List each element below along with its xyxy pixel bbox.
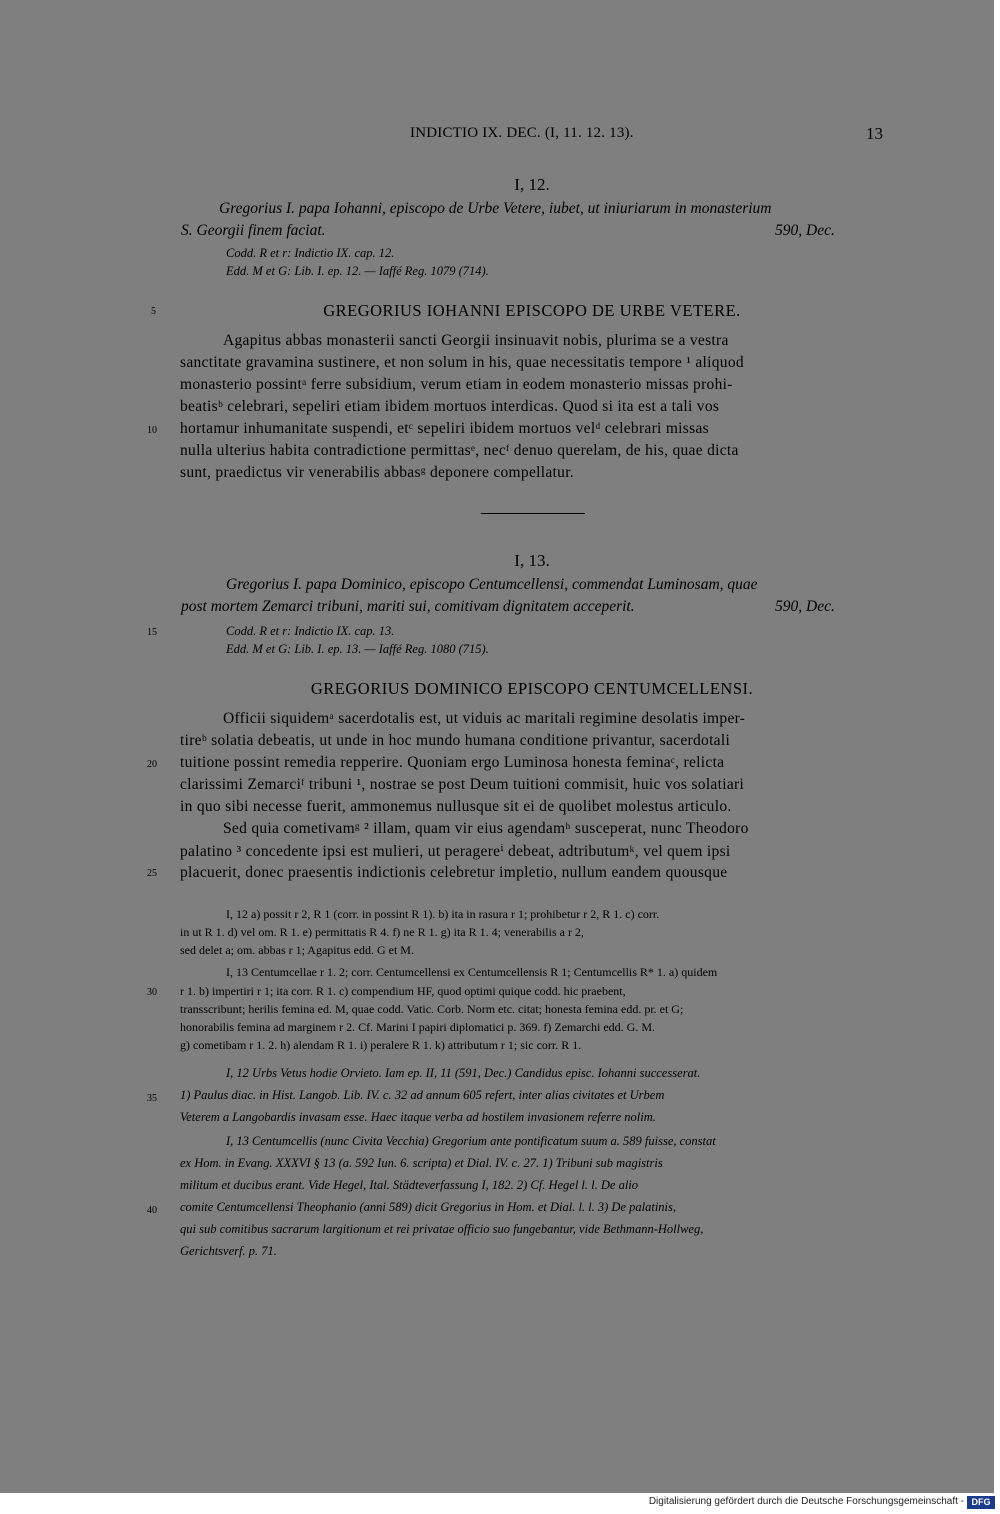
text-line: sunt, praedictus vir venerabilis abbasᵍ deponere compellatur. (180, 464, 574, 481)
line-number: 25 (147, 868, 157, 879)
line-number: 15 (147, 627, 157, 638)
note-line: comite Centumcellensi Theophanio (anni 589) dicit Gregorius in Hom. et Dial. l. l. 3) De palatinis, (180, 1200, 677, 1214)
text-line: beatisᵇ celebrari, sepeliri etiam ibidem mortuos interdicas. Quod si ita est a tali vos (180, 398, 720, 415)
text-line: sanctitate gravamina sustinere, et non solum in his, quae necessitatis tempore ¹ aliquod (180, 354, 744, 371)
section-divider (481, 513, 585, 514)
text-line: tireᵇ solatia debeatis, ut unde in hoc mundo humana conditione privantur, sacerdotali (180, 732, 731, 749)
footer-bar (0, 1493, 1000, 1514)
apparatus-line: sed delet a; om. abbas r 1; Agapitus edd. G et M. (180, 943, 414, 957)
letter-title: GREGORIUS DOMINICO EPISCOPO CENTUMCELLENSI. (310, 679, 754, 698)
funding-notice: Digitalisierung gefördert durch die Deutsche Forschungsgemeinschaft - (648, 1496, 964, 1507)
text-line: in quo sibi necesse fuerit, ammonemus nullusque sit ei de quolibet molestus articulo. (180, 798, 732, 815)
letter-date: 590, Dec. (775, 598, 835, 615)
apparatus-line: honorabilis femina ad marginem r 2. Cf. Marini I papiri diplomatici p. 369. f) Zemarchi edd. G. M. (180, 1020, 655, 1034)
letter-date: 590, Dec. (775, 222, 835, 239)
note-line: Gerichtsverf. p. 71. (180, 1244, 277, 1258)
text-line: clarissimi Zemarciᶠ tribuni ¹, nostrae se post Deum tuitioni commisit, huic vos solatiari (180, 776, 745, 793)
apparatus-line: I, 13 Centumcellae r 1. 2; corr. Centumcellensi ex Centumcellensis R 1; Centumcellis R* 1. a) quidem (226, 965, 718, 979)
text-line: Sed quia cometivamᵍ ² illam, quam vir eius agendamʰ susceperat, nunc Theodoro (223, 820, 749, 837)
note-line: qui sub comitibus sacrarum largitionum et rei privatae officio suo fungebantur, vide Bethmann-Hollweg, (180, 1222, 704, 1236)
apparatus-line: transscribunt; herilis femina ed. M, quae codd. Vatic. Corb. Norm etc. citat; honesta femina edd. pr. et G; (180, 1002, 684, 1016)
text-line: palatino ³ concedente ipsi est mulieri, ut peragereⁱ debeat, adtributumᵏ, vel quem ipsi (180, 843, 731, 860)
regest-line: Gregorius I. papa Dominico, episcopo Centumcellensi, commendat Luminosam, quae (226, 576, 758, 593)
editions-line: Edd. M et G: Lib. I. ep. 13. — Iaffé Reg. 1080 (715). (226, 642, 489, 656)
letter-number: I, 12. (514, 175, 550, 194)
line-number: 10 (147, 425, 157, 436)
regest-line: S. Georgii finem faciat. (181, 222, 326, 239)
regest-line: post mortem Zemarci tribuni, mariti sui, comitivam dignitatem acceperit. (181, 598, 635, 615)
note-line: Veterem a Langobardis invasam esse. Haec itaque verba ad hostilem invasionem referre nolim. (180, 1110, 656, 1124)
line-number: 30 (147, 987, 157, 998)
text-line: placuerit, donec praesentis indictionis celebretur impletio, nullum eandem quousque (180, 864, 728, 881)
codices-line: Codd. R et r: Indictio IX. cap. 13. (226, 624, 395, 638)
note-line: I, 12 Urbs Vetus hodie Orvieto. Iam ep. II, 11 (591, Dec.) Candidus episc. Iohanni successerat. (226, 1066, 701, 1080)
note-line: I, 13 Centumcellis (nunc Civita Vecchia) Gregorium ante pontificatum suum a. 589 fuisse, constat (226, 1134, 716, 1148)
letter-title: GREGORIUS IOHANNI EPISCOPO DE URBE VETERE. (323, 301, 741, 320)
letter-number: I, 13. (514, 551, 550, 570)
apparatus-line: I, 12 a) possit r 2, R 1 (corr. in possint R 1). b) ita in rasura r 1; prohibetur r 2, R 1. c) corr. (226, 907, 660, 921)
line-number: 35 (147, 1093, 157, 1104)
note-line: militum et ducibus erant. Vide Hegel, Ital. Städteverfassung I, 182. 2) Cf. Hegel l. l. De alio (180, 1178, 639, 1192)
page-number: 13 (866, 124, 883, 143)
dfg-logo: DFG (967, 1496, 995, 1509)
editions-line: Edd. M et G: Lib. I. ep. 12. — Iaffé Reg. 1079 (714). (226, 264, 489, 278)
apparatus-line: g) cometibam r 1. 2. h) alendam R 1. i) peralere R 1. k) attributum r 1; sic corr. R 1. (180, 1038, 582, 1052)
text-line: hortamur inhumanitate suspendi, etᶜ sepeliri ibidem mortuos velᵈ celebrari missas (180, 420, 709, 437)
text-line: Agapitus abbas monasterii sancti Georgii insinuavit nobis, plurima se a vestra (223, 332, 729, 349)
line-number: 5 (151, 306, 156, 317)
note-line: ex Hom. in Evang. XXXVI § 13 (a. 592 Iun. 6. scripta) et Dial. IV. c. 27. 1) Tribuni sub magistris (180, 1156, 663, 1170)
text-line: monasterio possintᵃ ferre subsidium, verum etiam in eodem monasterio missas prohi- (180, 376, 733, 393)
apparatus-line: in ut R 1. d) vel om. R 1. e) permittatis R 4. f) ne R 1. g) ita R 1. 4; venerabilis a r 2, (180, 925, 584, 939)
line-number: 20 (147, 759, 157, 770)
apparatus-line: r 1. b) impertiri r 1; ita corr. R 1. c) compendium HF, quod optimi quique codd. hic praebent, (180, 984, 626, 998)
text-line: nulla ulterius habita contradictione permittasᵉ, necᶠ denuo querelam, de his, quae dicta (180, 442, 739, 459)
codices-line: Codd. R et r: Indictio IX. cap. 12. (226, 246, 395, 260)
regest-line: Gregorius I. papa Iohanni, episcopo de Urbe Vetere, iubet, ut iniuriarum in monasterium (219, 200, 772, 217)
text-line: Officii siquidemᵃ sacerdotalis est, ut viduis ac maritali regimine desolatis imper- (223, 710, 746, 727)
text-line: tuitione possint remedia repperire. Quoniam ergo Luminosa honesta feminaᶜ, relicta (180, 754, 725, 771)
note-line: 1) Paulus diac. in Hist. Langob. Lib. IV. c. 32 ad annum 605 refert, inter alias civitates et Urbem (180, 1088, 665, 1102)
running-header: INDICTIO IX. DEC. (I, 11. 12. 13). (410, 125, 634, 141)
line-number: 40 (147, 1205, 157, 1216)
